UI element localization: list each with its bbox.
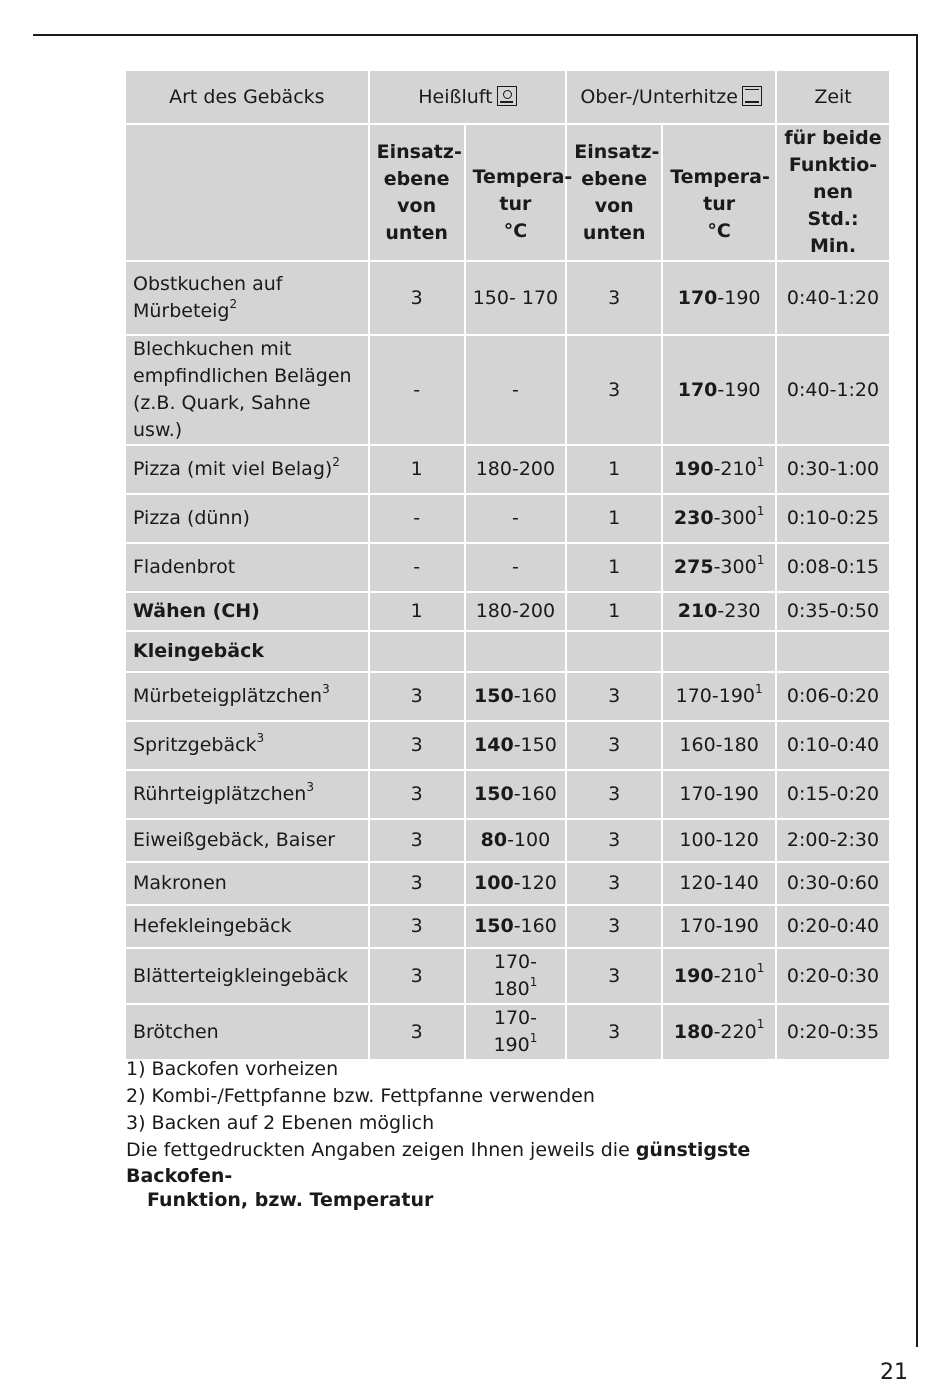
cell-heissluft-ebene: 3 [370, 863, 464, 904]
cell-pastry-name [126, 722, 368, 769]
oberunter-temp-bold: 190 [673, 458, 714, 480]
pastry-name-line: Obstkuchen auf [133, 273, 283, 295]
header-line: für beide [784, 127, 882, 149]
pastry-name-line: Brötchen [133, 1020, 219, 1043]
oberunter-temp-footnote: 1 [756, 1017, 765, 1032]
oberunter-temp-value: 170-190 [679, 915, 759, 937]
cell-zeit: 0:40-1:20 [777, 336, 889, 444]
header-line: Std.: Min. [807, 208, 859, 257]
cell-zeit: 0:20-0:30 [777, 949, 889, 1003]
cell-oberunter-temperatur [663, 771, 775, 818]
bold-note-continued: Funktion, bzw. Temperatur [147, 1189, 434, 1211]
header-line: unten [385, 221, 448, 244]
oberunter-temp-value: -300 [713, 556, 757, 578]
heissluft-temp-value: -150 [513, 734, 557, 756]
cell-pastry-name [126, 495, 368, 542]
cell-pastry-name [126, 906, 368, 947]
cell-oberunter-temperatur [663, 863, 775, 904]
heissluft-temp-value: 150- 170 [472, 286, 559, 309]
page-number: 21 [880, 1360, 908, 1385]
cell-pastry-name [126, 863, 368, 904]
header-zeit-beide-funktionen [777, 125, 889, 260]
pastry-footnote: 3 [306, 779, 314, 794]
cell-oberunter-temperatur [663, 262, 775, 334]
header-temperatur-oberunter [663, 125, 775, 260]
pastry-name-line: Pizza (dünn) [133, 507, 250, 529]
cell-heissluft-ebene: 3 [370, 1005, 464, 1059]
header-line: tur [499, 193, 532, 215]
header-line: °C [707, 220, 731, 242]
heissluft-temp-value: 180-200 [475, 458, 556, 480]
header-heissluft [370, 71, 566, 123]
heissluft-temp-value: -160 [513, 915, 557, 937]
cell-oberunter-temperatur [663, 446, 775, 493]
cell-heissluft-ebene: 1 [370, 593, 464, 630]
cell-pastry-name [126, 262, 368, 334]
cell-zeit: 0:20-0:35 [777, 1005, 889, 1059]
cell-pastry-name [126, 949, 368, 1003]
oberunter-temp-value: -220 [713, 1020, 757, 1043]
header-line: ebene [581, 167, 648, 190]
cell-heissluft-ebene: 3 [370, 722, 464, 769]
header-line: nen [813, 181, 853, 203]
cell-heissluft-ebene: 3 [370, 906, 464, 947]
heissluft-temp-footnote: 1 [529, 974, 538, 989]
cell-zeit: 0:20-0:40 [777, 906, 889, 947]
cell-heissluft-ebene: 1 [370, 446, 464, 493]
oberunter-temp-bold: 180 [673, 1020, 714, 1043]
cell-pastry-name [126, 820, 368, 861]
cell-pastry-name [126, 771, 368, 818]
header-line: Einsatz- [376, 140, 462, 163]
cell-zeit: 2:00-2:30 [777, 820, 889, 861]
cell-oberunter-temperatur [663, 820, 775, 861]
pastry-name-line: Rührteigplätzchen [133, 783, 307, 805]
cell-oberunter-ebene: 1 [567, 495, 661, 542]
cell-heissluft-temperatur [466, 673, 566, 720]
cell-heissluft-ebene: 3 [370, 262, 464, 334]
pastry-name-line: empfindlichen Belägen [133, 365, 352, 387]
cell-heissluft-temperatur [466, 593, 566, 630]
oberunter-temp-value: 170-190 [679, 783, 759, 805]
pastry-name-line: Pizza (mit viel Belag) [133, 458, 333, 480]
table-row [126, 593, 889, 630]
cell-pastry-name [126, 593, 368, 630]
footnote-1: 1) Backofen vorheizen [126, 1058, 339, 1080]
cell-oberunter-ebene: 3 [567, 771, 661, 818]
cell-heissluft-ebene: 3 [370, 673, 464, 720]
oberunter-temp-footnote: 1 [756, 454, 765, 469]
heissluft-temp-value: -160 [513, 783, 557, 805]
cell-heissluft-temperatur [466, 771, 566, 818]
oberunter-temp-bold: 210 [677, 600, 718, 622]
cell-zeit: 0:06-0:20 [777, 673, 889, 720]
cell-oberunter-temperatur [663, 673, 775, 720]
heissluft-temp-value: -100 [507, 829, 551, 851]
header-line: Tempera- [670, 166, 770, 188]
header-einsatzebene-oberunter [567, 125, 661, 260]
heissluft-temp-value: - [511, 507, 519, 529]
cell-heissluft-temperatur [466, 820, 566, 861]
pastry-name-line: Kleingebäck [133, 640, 264, 662]
pastry-name-line: Eiweißgebäck, Baiser [133, 829, 336, 851]
header-row-main [126, 71, 889, 123]
cell-oberunter-ebene: 1 [567, 593, 661, 630]
heissluft-temp-bold: 80 [480, 829, 508, 851]
pastry-name-line: Spritzgebäck [133, 734, 257, 756]
cell-heissluft-temperatur [466, 722, 566, 769]
table-row [126, 820, 889, 861]
cell-oberunter-temperatur [663, 632, 775, 671]
cell-zeit: 0:08-0:15 [777, 544, 889, 591]
cell-oberunter-ebene: 3 [567, 673, 661, 720]
cell-heissluft-ebene: 3 [370, 949, 464, 1003]
header-row-sub [126, 125, 889, 260]
cell-heissluft-ebene: 3 [370, 820, 464, 861]
oberunter-temp-value: -210 [713, 964, 757, 987]
footnote-2: 2) Kombi-/Fettpfanne bzw. Fettpfanne verwenden [126, 1085, 595, 1107]
cell-oberunter-temperatur [663, 593, 775, 630]
header-line: Einsatz- [574, 140, 660, 163]
oberunter-temp-value: 120-140 [679, 872, 759, 894]
table-row [126, 949, 889, 1003]
cell-heissluft-ebene: - [370, 336, 464, 444]
heissluft-temp-value: 170-180 [493, 951, 537, 1000]
oberunter-temp-value: -300 [713, 507, 757, 529]
cell-heissluft-ebene [370, 632, 464, 671]
bold-note-text: Die fettgedruckten Angaben zeigen Ihnen jeweils die [126, 1139, 636, 1161]
header-empty-cell [126, 125, 368, 260]
cell-heissluft-temperatur [466, 1005, 566, 1059]
oberunter-temp-bold: 230 [673, 507, 714, 529]
oberunter-temp-value: 170-190 [675, 685, 755, 707]
table-row [126, 722, 889, 769]
cell-heissluft-temperatur [466, 446, 566, 493]
heissluft-temp-bold: 140 [474, 734, 514, 756]
table-row [126, 544, 889, 591]
header-line: unten [582, 221, 646, 244]
header-line: Funktio- [788, 154, 878, 176]
header-line: von [594, 194, 634, 217]
bold-note [126, 1137, 846, 1189]
pastry-name-line: Hefekleingebäck [133, 915, 292, 937]
heissluft-temp-value: 170-190 [493, 1007, 537, 1056]
pastry-name-line: Blätterteigkleingebäck [133, 964, 349, 987]
cell-oberunter-ebene: 3 [567, 722, 661, 769]
cell-zeit: 0:15-0:20 [777, 771, 889, 818]
heissluft-temp-value: -120 [513, 872, 557, 894]
header-art-des-gebaecks: Art des Gebäcks [126, 71, 368, 123]
cell-heissluft-temperatur [466, 262, 566, 334]
header-ober-unterhitze [567, 71, 775, 123]
header-line: °C [503, 220, 528, 242]
cell-pastry-name [126, 673, 368, 720]
oberunter-temp-bold: 170 [677, 286, 718, 309]
oberunter-temp-bold: 190 [673, 964, 714, 987]
top-bottom-heat-icon [742, 86, 762, 106]
cell-pastry-name [126, 336, 368, 444]
table-row [126, 771, 889, 818]
cell-oberunter-temperatur [663, 722, 775, 769]
cell-oberunter-ebene: 3 [567, 1005, 661, 1059]
cell-heissluft-temperatur [466, 495, 566, 542]
cell-zeit: 0:30-0:60 [777, 863, 889, 904]
cell-heissluft-temperatur [466, 949, 566, 1003]
heissluft-temp-bold: 100 [474, 872, 514, 894]
cell-oberunter-ebene: 1 [567, 446, 661, 493]
pastry-footnote: 3 [256, 730, 265, 745]
cell-heissluft-ebene: - [370, 544, 464, 591]
pastry-name-line: Mürbeteigplätzchen [133, 685, 323, 707]
pastry-footnote: 3 [322, 681, 330, 696]
pastry-name-line: (z.B. Quark, Sahne usw.) [133, 392, 311, 441]
heissluft-temp-bold: 150 [474, 783, 514, 805]
oberunter-temp-value: -210 [713, 458, 757, 480]
pastry-footnote: 2 [229, 296, 238, 311]
oberunter-temp-value: 160-180 [679, 734, 759, 756]
oberunter-temp-value: -190 [717, 378, 761, 401]
cell-heissluft-ebene: - [370, 495, 464, 542]
heissluft-temp-value: - [511, 556, 519, 578]
header-line: Tempera- [472, 166, 573, 188]
header-heissluft-label: Heißluft [418, 85, 493, 108]
heissluft-temp-value: -160 [513, 685, 557, 707]
header-ober-unterhitze-label: Ober-/Unterhitze [580, 85, 738, 108]
cell-oberunter-temperatur [663, 1005, 775, 1059]
pastry-name-line: Makronen [133, 872, 227, 894]
pastry-name-line: Blechkuchen mit [133, 338, 292, 360]
header-line: von [397, 194, 437, 217]
cell-zeit: 0:35-0:50 [777, 593, 889, 630]
oberunter-temp-bold: 170 [677, 378, 718, 401]
pastry-footnote: 2 [332, 454, 340, 469]
cell-heissluft-temperatur [466, 336, 566, 444]
cell-oberunter-ebene: 3 [567, 949, 661, 1003]
cell-oberunter-temperatur [663, 544, 775, 591]
section-row [126, 632, 889, 671]
cell-oberunter-ebene: 3 [567, 336, 661, 444]
cell-oberunter-ebene: 3 [567, 906, 661, 947]
footnote-3: 3) Backen auf 2 Ebenen möglich [126, 1112, 435, 1134]
cell-pastry-name [126, 544, 368, 591]
pastry-name-line: Wähen (CH) [133, 600, 260, 622]
cell-oberunter-ebene: 3 [567, 863, 661, 904]
cell-heissluft-temperatur [466, 632, 566, 671]
cell-oberunter-ebene: 1 [567, 544, 661, 591]
cell-zeit: 0:10-0:40 [777, 722, 889, 769]
cell-oberunter-ebene [567, 632, 661, 671]
table-row [126, 495, 889, 542]
cell-oberunter-temperatur [663, 949, 775, 1003]
pastry-name-line: Fladenbrot [133, 556, 236, 578]
header-zeit: Zeit [777, 71, 889, 123]
cell-oberunter-temperatur [663, 495, 775, 542]
fan-icon [497, 86, 517, 106]
oberunter-temp-value: 100-120 [679, 829, 759, 851]
cell-heissluft-temperatur [466, 544, 566, 591]
oberunter-temp-bold: 275 [673, 556, 714, 578]
cell-zeit: 0:10-0:25 [777, 495, 889, 542]
table-row [126, 446, 889, 493]
table-row [126, 863, 889, 904]
table-row [126, 673, 889, 720]
heissluft-temp-value: - [511, 378, 519, 401]
pastry-name-line: Mürbeteig [133, 300, 230, 322]
bold-note-emphasis: günstigste Backofen- [126, 1139, 751, 1187]
footnotes [126, 1056, 846, 1211]
oberunter-temp-footnote: 1 [756, 503, 765, 518]
cell-pastry-name [126, 1005, 368, 1059]
header-line: tur [703, 193, 736, 215]
oberunter-temp-footnote: 1 [756, 552, 765, 567]
cell-zeit: 0:30-1:00 [777, 446, 889, 493]
cell-heissluft-temperatur [466, 863, 566, 904]
heissluft-temp-footnote: 1 [529, 1030, 538, 1045]
cell-oberunter-temperatur [663, 906, 775, 947]
cell-pastry-name [126, 446, 368, 493]
oberunter-temp-value: -190 [717, 286, 761, 309]
top-rule [33, 34, 918, 36]
heissluft-temp-bold: 150 [474, 685, 514, 707]
heissluft-temp-value: 180-200 [475, 600, 556, 622]
oberunter-temp-value: -230 [717, 600, 761, 622]
header-line: ebene [383, 167, 450, 190]
cell-oberunter-temperatur [663, 336, 775, 444]
cell-zeit [777, 632, 889, 671]
cell-pastry-name [126, 632, 368, 671]
cell-oberunter-ebene: 3 [567, 262, 661, 334]
table-row [126, 1005, 889, 1059]
right-rule [916, 34, 918, 1347]
cell-heissluft-temperatur [466, 906, 566, 947]
table-row [126, 262, 889, 334]
header-einsatzebene-heissluft [370, 125, 464, 260]
cell-heissluft-ebene: 3 [370, 771, 464, 818]
header-temperatur-heissluft [466, 125, 573, 260]
baking-table [124, 69, 891, 1061]
table-row [126, 336, 889, 444]
oberunter-temp-footnote: 1 [755, 681, 763, 696]
table-row [126, 906, 889, 947]
heissluft-temp-bold: 150 [474, 915, 514, 937]
cell-zeit: 0:40-1:20 [777, 262, 889, 334]
oberunter-temp-footnote: 1 [756, 961, 765, 976]
cell-oberunter-ebene: 3 [567, 820, 661, 861]
